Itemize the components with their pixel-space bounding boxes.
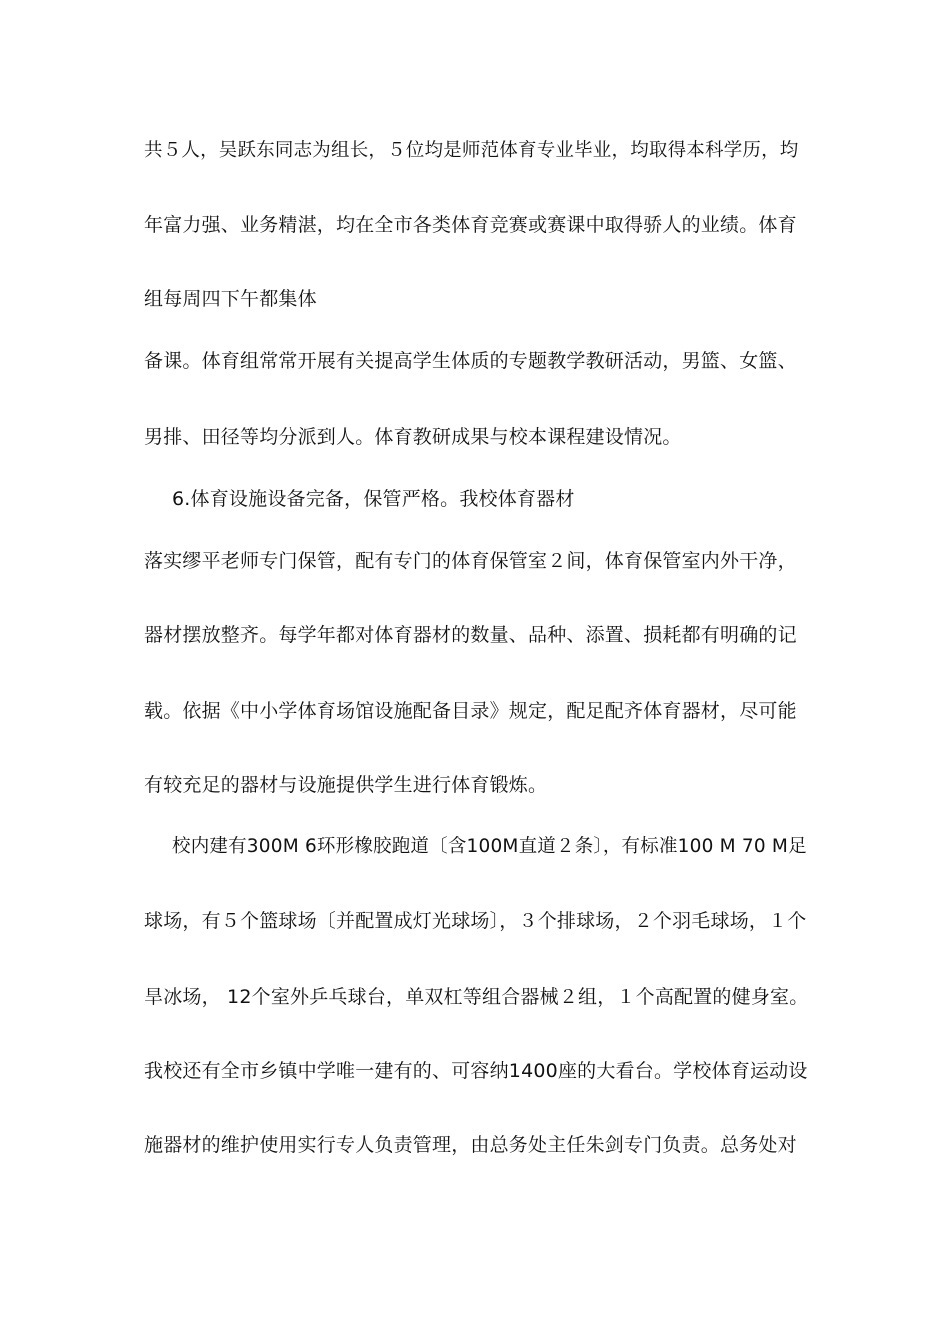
text-line: 旱冰场， 12个室外乒乓球台，单双杠等组合器械２组，１个高配置的健身室。	[144, 986, 809, 1008]
text-line: 有较充足的器材与设施提供学生进行体育锻炼。	[144, 774, 548, 796]
text-line: 球场，有５个篮球场〔并配置成灯光球场〕，３个排球场，２个羽毛球场，１个	[144, 910, 807, 932]
text-line: 载。依据《中小学体育场馆设施配备目录》规定，配足配齐体育器材，尽可能	[144, 700, 797, 722]
text-line: 落实缪平老师专门保管，配有专门的体育保管室２间，体育保管室内外干净，	[144, 550, 797, 572]
text-line: 我校还有全市乡镇中学唯一建有的、可容纳1400座的大看台。学校体育运动设	[144, 1060, 808, 1082]
text-line: 备课。体育组常常开展有关提高学生体质的专题教学教研活动，男篮、女篮、	[144, 350, 797, 372]
text-line: 年富力强、业务精湛，均在全市各类体育竞赛或赛课中取得骄人的业绩。体育	[144, 214, 797, 236]
text-line: 组每周四下午都集体	[144, 288, 317, 310]
text-line: 施器材的维护使用实行专人负责管理，由总务处主任朱剑专门负责。总务处对	[144, 1134, 797, 1156]
text-line: 男排、田径等均分派到人。体育教研成果与校本课程建设情况。	[144, 426, 682, 448]
text-line: 共５人，吴跃东同志为组长，５位均是师范体育专业毕业，均取得本科学历，均	[144, 140, 799, 161]
text-line: 器材摆放整齐。每学年都对体育器材的数量、品种、添置、损耗都有明确的记	[144, 624, 797, 646]
paragraph-start: 校内建有300M 6环形橡胶跑道〔含100M直道２条〕，有标准100 M 70 M足	[172, 836, 807, 857]
section-heading: 6.体育设施设备完备，保管严格。我校体育器材	[172, 488, 575, 510]
